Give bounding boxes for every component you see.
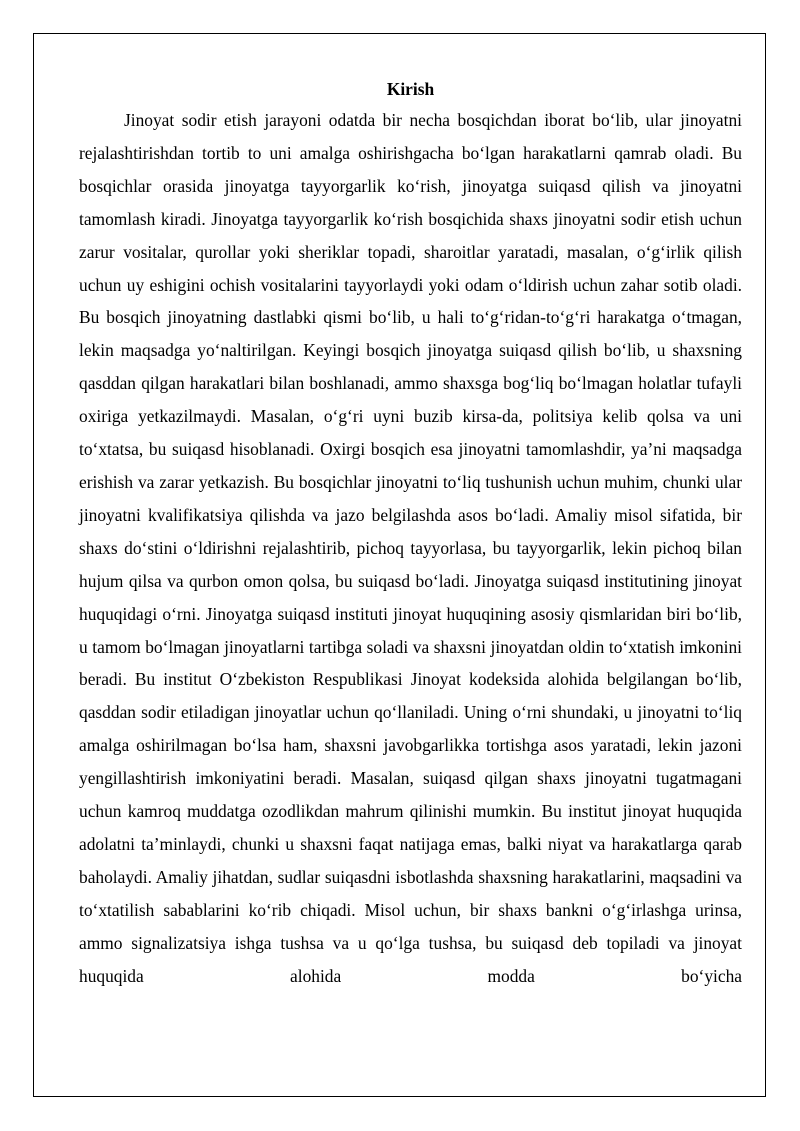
- section-title: Kirish: [386, 79, 435, 99]
- document-body: [79, 74, 742, 992]
- body-paragraph: Jinoyat sodir etish jarayoni odatda bir necha bosqichdan iborat bo‘lib, ular jinoyatni rejalashtirishdan tortib to uni amalga oshirishgacha bo‘lgan harakatlarni qamrab oladi. Bu bosqichlar orasida jinoyatga tayyorgarlik ko‘rish, jinoyatga suiqasd qilish va jinoyatni tamomlash kiradi. Jinoyatga tayyorgarlik ko‘rish bosqichida shaxs jinoyatni sodir etish uchun zarur vositalar, qurollar yoki sheriklar topadi, sharoitlar yaratadi, masalan, o‘g‘irlik qilish uchun uy eshigini ochish vositalarini tayyorlaydi yoki odam o‘ldirish uchun zahar sotib oladi. Bu bosqich jinoyatning dastlabki qismi bo‘lib, u hali to‘g‘ridan-to‘g‘ri harakatga o‘tmagan, lekin maqsadga yo‘naltirilgan. Keyingi bosqich jinoyatga suiqasd qilish bo‘lib, u shaxsning qasddan qilgan harakatlari bilan boshlanadi, ammo shaxsga bog‘liq bo‘lmagan holatlar tufayli oxiriga yetkazilmaydi. Masalan, o‘g‘ri uyni buzib kirsa-da, politsiya kelib qolsa va uni to‘xtatsa, bu suiqasd hisoblanadi. Oxirgi bosqich esa jinoyatni tamomlashdir, ya’ni maqsadga erishish va zarar yetkazish. Bu bosqichlar jinoyatni to‘liq tushunish uchun muhim, chunki ular jinoyatni kvalifikatsiya qilishda va jazo belgilashda asos bo‘ladi. Amaliy misol sifatida, bir shaxs do‘stini o‘ldirishni rejalashtirib, pichoq tayyorlasa, bu tayyorgarlik, lekin pichoq bilan hujum qilsa va qurbon omon qolsa, bu suiqasd bo‘ladi. Jinoyatga suiqasd institutining jinoyat huquqidagi o‘rni. Jinoyatga suiqasd instituti jinoyat huquqining asosiy qismlaridan biri bo‘lib, u tamom bo‘lmagan jinoyatlarni tartibga soladi va shaxsni jinoyatdan oldin to‘xtatish imkonini beradi. Bu institut O‘zbekiston Respublikasi Jinoyat kodeksida alohida belgilangan bo‘lib, qasddan sodir etiladigan jinoyatlar uchun qo‘llaniladi. Uning o‘rni shundaki, u jinoyatni to‘liq amalga oshirilmagan bo‘lsa ham, shaxsni javobgarlikka tortishga asos yaratadi, lekin jazoni yengillashtirish imkoniyatini beradi. Masalan, suiqasd qilgan shaxs jinoyatni tugatmagani uchun kamroq muddatga ozodlikdan mahrum qilinishi mumkin. Bu institut jinoyat huquqida adolatni ta’minlaydi, chunki u shaxsni faqat natijaga emas, balki niyat va harakatlarga qarab baholaydi. Amaliy jihatdan, sudlar suiqasdni isbotlashda shaxsning harakatlarini, maqsadini va to‘xtatilish sabablarini ko‘rib chiqadi. Misol uchun, bir shaxs bankni o‘g‘irlashga urinsa, ammo signalizatsiya ishga tushsa va u qo‘lga tushsa, bu suiqasd deb topiladi va jinoyat huquqida alohida modda bo‘yicha: [79, 110, 742, 986]
